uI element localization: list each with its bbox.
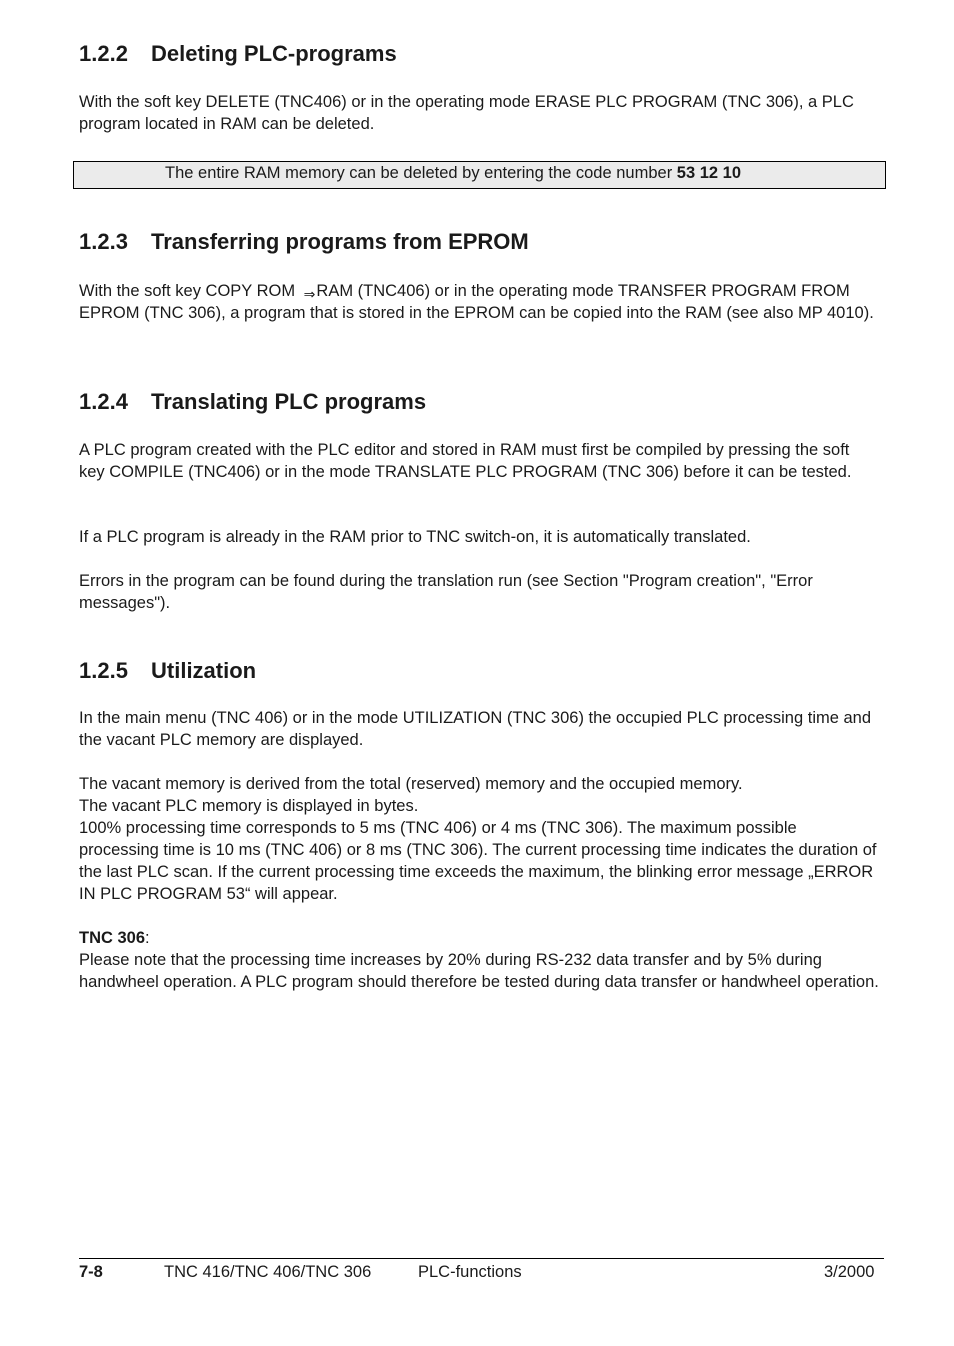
paragraph-translating-3: Errors in the program can be found during the translation run (see Section "Program creation", "Error messages"). [79, 572, 813, 612]
page-number: 7-8 [79, 1263, 103, 1281]
heading-1-2-4 [79, 389, 426, 415]
heading-title: Transferring programs from EPROM [151, 229, 529, 254]
footer-section: PLC-functions [418, 1263, 522, 1281]
heading-title: Translating PLC programs [151, 389, 427, 414]
footer-model: TNC 416/TNC 406/TNC 306 [164, 1263, 372, 1281]
paragraph-utilization-3: The vacant PLC memory is displayed in bytes. [79, 797, 419, 815]
tnc-306-label-line [79, 927, 879, 949]
paragraph-translating-1: A PLC program created with the PLC editor and stored in RAM must first be compiled by pressing the soft key COMPILE (TNC406) or in the mode TRANSLATE PLC PROGRAM (TNC 306) before it can be tested. [79, 441, 852, 481]
code-number: 53 12 10 [676, 164, 742, 182]
paragraph-translating-2: If a PLC program is already in the RAM prior to TNC switch-on, it is automatically translated. [79, 528, 751, 546]
heading-1-2-3 [79, 229, 529, 255]
paragraph-utilization-4: 100% processing time corresponds to 5 ms (TNC 406) or 4 ms (TNC 306). The maximum possible processing time is 10 ms (TNC 406) or 8 ms (TNC 306). The current processing time indicates the duration of the last PLC scan. If the current processing time exceeds the maximum, the blinking error message „ERROR IN PLC PROGRAM 53“ will appear. [79, 819, 877, 903]
label-colon: : [145, 929, 150, 947]
paragraph-part: RAM (TNC406) or in the operating mode TRANSFER PROGRAM FROM EPROM (TNC 306), a program that is stored in the EPROM can be copied into the RAM (see also MP 4010). [79, 282, 874, 322]
implies-arrow-icon: ⇒ [303, 286, 316, 302]
note-text: The entire RAM memory can be deleted by entering the code number [165, 164, 677, 182]
heading-title: Utilization [151, 658, 257, 683]
footer-page-number [79, 1261, 103, 1283]
note-box [73, 161, 886, 189]
heading-number: 1.2.2 [79, 41, 128, 66]
paragraph-deleting: With the soft key DELETE (TNC406) or in the operating mode ERASE PLC PROGRAM (TNC 306), a PLC program located in RAM can be deleted. [79, 93, 854, 133]
heading-number: 1.2.3 [79, 229, 128, 254]
heading-1-2-5 [79, 658, 256, 684]
paragraph-utilization-2: The vacant memory is derived from the total (reserved) memory and the occupied memory. [79, 775, 743, 793]
paragraph-tnc-306-note: Please note that the processing time increases by 20% during RS-232 data transfer and by 5% during handwheel operation. A PLC program should therefore be tested during data transfer or handwheel operation. [79, 951, 879, 991]
note-text-line [165, 162, 741, 184]
footer-rule [79, 1258, 884, 1259]
heading-1-2-2 [79, 41, 397, 67]
paragraph-transferring [79, 280, 879, 324]
heading-number: 1.2.5 [79, 658, 128, 683]
heading-title: Deleting PLC-programs [151, 41, 397, 66]
heading-number: 1.2.4 [79, 389, 128, 414]
paragraph-part: With the soft key COPY ROM [79, 282, 300, 300]
tnc-306-label: TNC 306 [79, 929, 146, 947]
footer-date: 3/2000 [824, 1263, 875, 1281]
paragraph-utilization-1: In the main menu (TNC 406) or in the mode UTILIZATION (TNC 306) the occupied PLC processing time and the vacant PLC memory are displayed. [79, 709, 872, 749]
